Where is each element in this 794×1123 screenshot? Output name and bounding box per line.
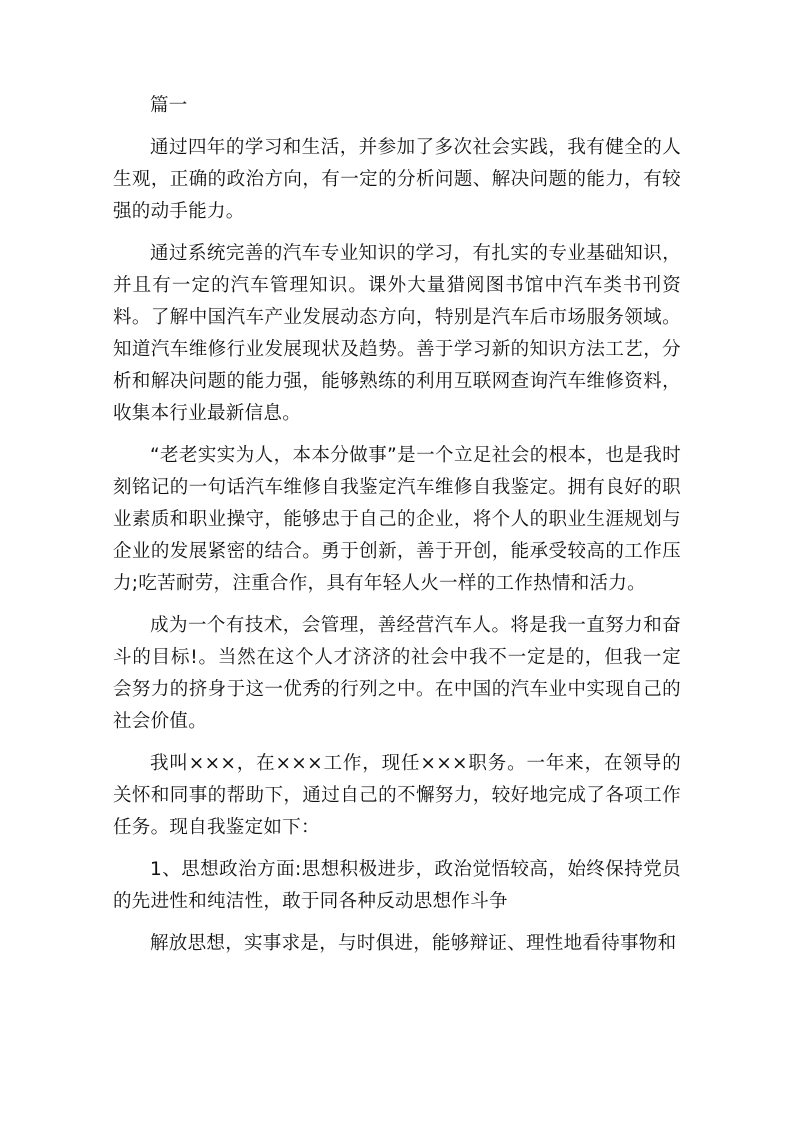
- document-body: [113, 90, 681, 960]
- paragraph-3: “老老实实为人，本本分做事”是一个立足社会的根本，也是我时刻铭记的一句话汽车维修自我鉴定汽车维修自我鉴定。拥有良好的职业素质和职业操守，能够忠于自己的企业，将个人的职业生涯规划与企业的发展紧密的结合。勇于创新，善于开创，能承受较高的工作压力;吃苦耐劳，注重合作，具有年轻人火一样的工作热情和活力。: [113, 445, 681, 594]
- paragraph-2: 通过系统完善的汽车专业知识的学习，有扎实的专业基础知识，并且有一定的汽车管理知识。课外大量猎阅图书馆中汽车类书刊资料。了解中国汽车产业发展动态方向，特别是汽车后市场服务领域。知道汽车维修行业发展现状及趋势。善于学习新的知识方法工艺，分析和解决问题的能力强，能够熟练的利用互联网查询汽车维修资料，收集本行业最新信息。: [113, 243, 681, 424]
- section-heading: 篇一: [150, 95, 188, 116]
- paragraph-6: 1、思想政治方面:思想积极进步，政治觉悟较高，始终保持党员的先进性和纯洁性，敢于同各种反动思想作斗争: [113, 859, 681, 912]
- paragraph-1: 通过四年的学习和生活，并参加了多次社会实践，我有健全的人生观，正确的政治方向，有一定的分析问题、解决问题的能力，有较强的动手能力。: [113, 137, 681, 222]
- paragraph-4: 成为一个有技术，会管理，善经营汽车人。将是我一直努力和奋斗的目标!。当然在这个人才济济的社会中我不一定是的，但我一定会努力的挤身于这一优秀的行列之中。在中国的汽车业中实现自己的社会价值。: [113, 615, 681, 732]
- paragraph-7: 解放思想，实事求是，与时俱进，能够辩证、理性地看待事物和: [150, 933, 677, 954]
- paragraph-5: 我叫×××，在×××工作，现任×××职务。一年来，在领导的关怀和同事的帮助下，通过自己的不懈努力，较好地完成了各项工作任务。现自我鉴定如下：: [113, 753, 681, 838]
